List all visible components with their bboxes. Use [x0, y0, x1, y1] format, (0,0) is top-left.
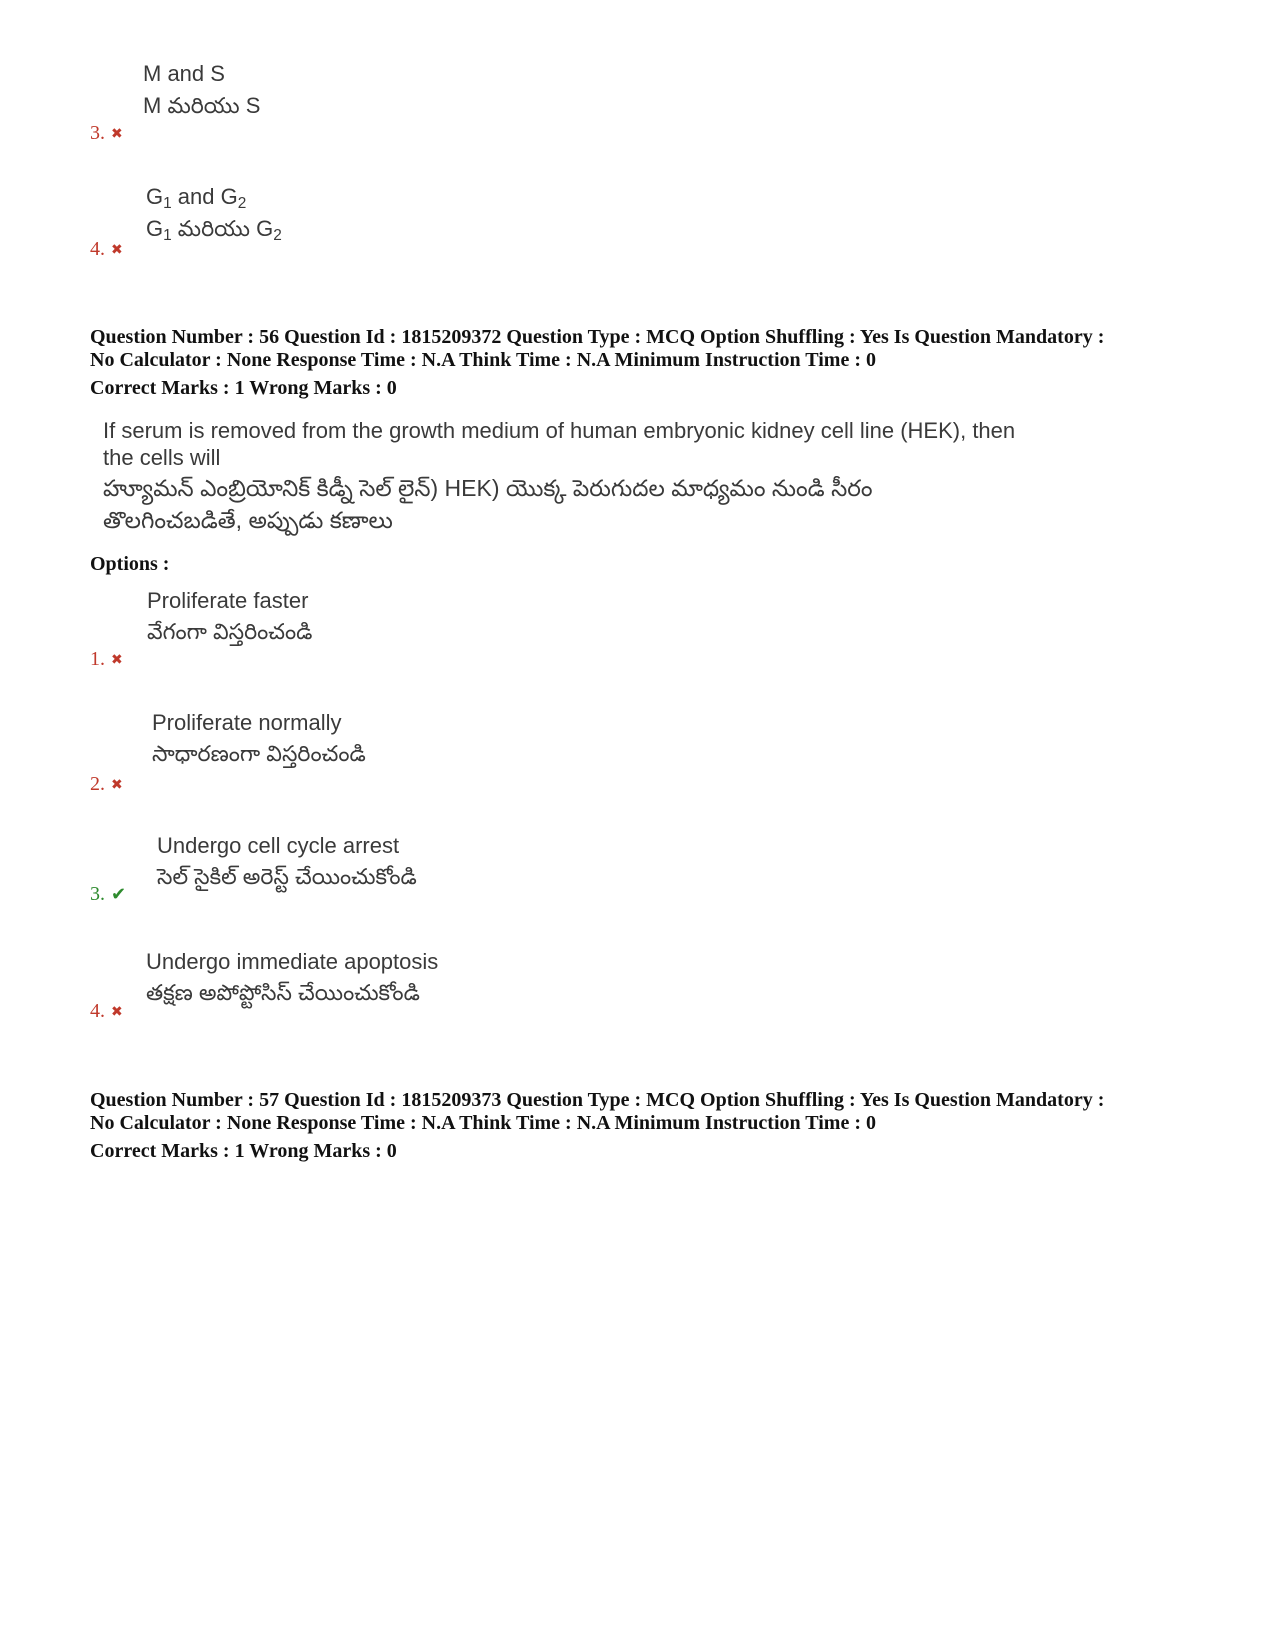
options-label: Options :	[90, 553, 170, 575]
option-number: 4.	[90, 1000, 105, 1022]
q56-option-3	[90, 883, 126, 906]
cross-icon: ✖	[111, 651, 123, 668]
q56-option-3-text-en: Undergo cell cycle arrest	[157, 833, 400, 858]
q56-marks: Correct Marks : 1 Wrong Marks : 0	[90, 377, 397, 399]
q56-meta-line-1: Question Number : 56 Question Id : 1815209372 Question Type : MCQ Option Shuffling : Yes Is Question Mandatory :	[90, 326, 1105, 348]
q56-question-en-2: the cells will	[103, 445, 221, 470]
q57-meta-line-2: No Calculator : None Response Time : N.A Think Time : N.A Minimum Instruction Time : 0	[90, 1112, 876, 1134]
option-number: 2.	[90, 773, 105, 795]
q56-option-1-text-en: Proliferate faster	[147, 588, 309, 613]
q56-option-3-text-te: సెల్ సైకిల్ అరెస్ట్ చేయించుకోండి	[157, 864, 417, 889]
q56-option-4-text-en: Undergo immediate apoptosis	[146, 949, 439, 974]
cross-icon: ✖	[111, 776, 123, 793]
q56-option-2-text-te: సాధారణంగా విస్తరించండి	[152, 741, 366, 766]
prev-option-3-text-en: M and S	[143, 61, 225, 86]
q56-option-4-text-te: తక్షణ అపోప్టోసిస్ చేయించుకోండి	[146, 980, 420, 1005]
cross-icon: ✖	[111, 1003, 123, 1020]
q56-option-1-text-te: వేగంగా విస్తరించండి	[147, 619, 313, 644]
prev-option-4	[90, 238, 123, 261]
prev-option-3-text-te: M మరియు S	[143, 93, 261, 118]
cross-icon: ✖	[111, 125, 123, 142]
q56-question-te-1: హ్యూమన్ ఎంబ్రియోనిక్ కిడ్నీ సెల్ లైన్) HEK) యొక్క పెరుగుదల మాధ్యమం నుండి సీరం	[103, 475, 873, 501]
option-number: 1.	[90, 648, 105, 670]
prev-option-4-text-en: $G_1$ and $G_2$	[146, 184, 247, 212]
prev-option-3	[90, 122, 123, 145]
option-number: 3.	[90, 122, 105, 144]
q56-option-2-text-en: Proliferate normally	[152, 710, 342, 735]
cross-icon: ✖	[111, 241, 123, 258]
q56-question-en-1: If serum is removed from the growth medium of human embryonic kidney cell line (HEK), then	[103, 418, 1016, 443]
prev-option-4-text-te: $G_1$ మరియు $G_2$	[146, 216, 282, 244]
q56-meta-line-2: No Calculator : None Response Time : N.A Think Time : N.A Minimum Instruction Time : 0	[90, 349, 876, 371]
option-number: 3.	[90, 883, 105, 905]
q57-marks: Correct Marks : 1 Wrong Marks : 0	[90, 1140, 397, 1162]
check-icon: ✔	[111, 884, 127, 905]
q56-option-4	[90, 1000, 123, 1023]
q56-question-te-2: తొలగించబడితే, అప్పుడు కణాలు	[103, 507, 393, 533]
q57-meta-line-1: Question Number : 57 Question Id : 1815209373 Question Type : MCQ Option Shuffling : Yes Is Question Mandatory :	[90, 1089, 1105, 1111]
option-number: 4.	[90, 238, 105, 260]
q56-option-2	[90, 773, 123, 796]
q56-option-1	[90, 648, 123, 671]
